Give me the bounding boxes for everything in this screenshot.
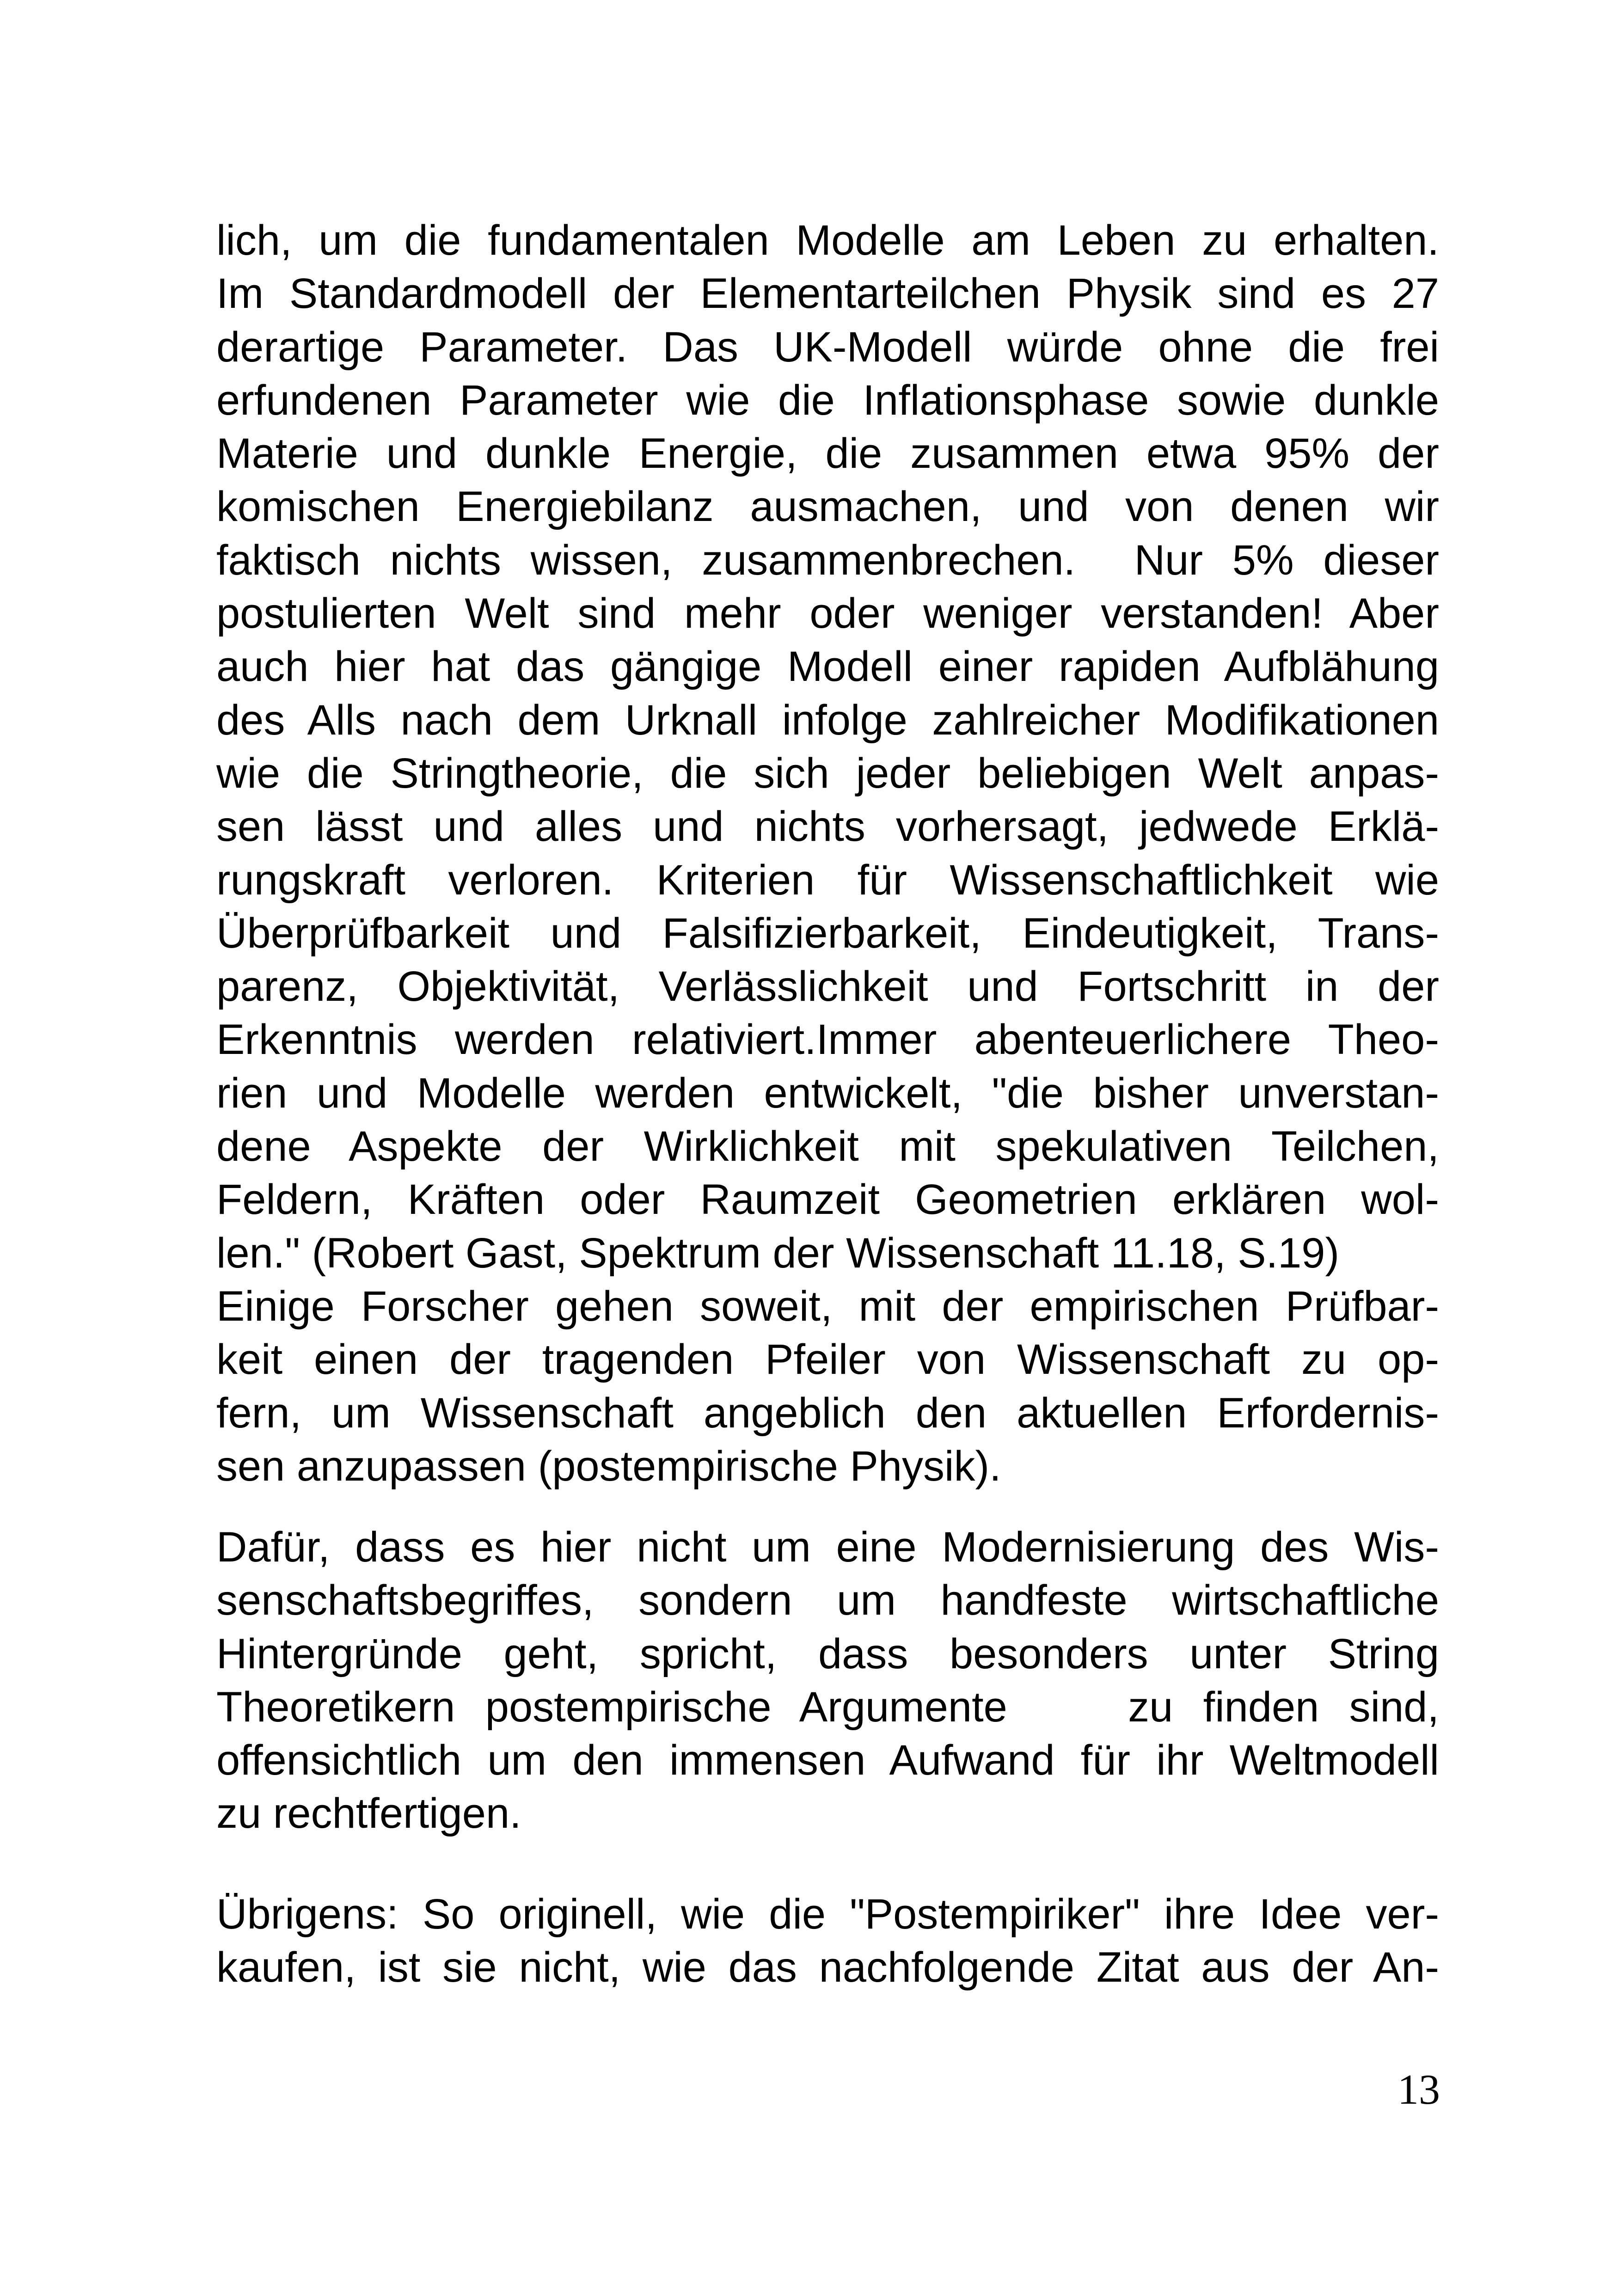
text-line: sen anzupassen (postempirische Physik). bbox=[216, 1442, 1001, 1490]
text-line: senschaftsbegriffes, sondern um handfeste wirtschaftliche bbox=[216, 1577, 1439, 1624]
text-line: len." (Robert Gast, Spektrum der Wissenschaft 11.18, S.19) bbox=[216, 1229, 1340, 1277]
text-line: Übrigens: So originell, wie die "Postempiriker" ihre Idee ver- bbox=[216, 1891, 1439, 1938]
text-line: Materie und dunkle Energie, die zusammen etwa 95% der bbox=[216, 430, 1439, 478]
text-line: zu rechtfertigen. bbox=[216, 1790, 521, 1837]
paragraph-3 bbox=[216, 1888, 1439, 1995]
text-line: faktisch nichts wissen, zusammenbrechen. Nur 5% dieser bbox=[216, 536, 1439, 584]
text-line: parenz, Objektivität, Verlässlichkeit und Fortschritt in der bbox=[216, 963, 1439, 1010]
text-line: offensichtlich um den immensen Aufwand für ihr Weltmodell bbox=[216, 1737, 1439, 1784]
text-line: keit einen der tragenden Pfeiler von Wissenschaft zu op- bbox=[216, 1336, 1439, 1384]
text-line: Erkenntnis werden relativiert.Immer abenteuerlichere Theo- bbox=[216, 1016, 1439, 1064]
text-line: lich, um die fundamentalen Modelle am Leben zu erhalten. bbox=[216, 217, 1439, 264]
paragraph-2 bbox=[216, 1521, 1439, 1841]
paragraph-1 bbox=[216, 214, 1439, 1493]
text-line: Theoretikern postempirische Argumente zu finden sind, bbox=[216, 1683, 1439, 1731]
text-line: wie die Stringtheorie, die sich jeder beliebigen Welt anpas- bbox=[216, 749, 1439, 797]
page-number: 13 bbox=[1397, 2066, 1440, 2113]
text-line: dene Aspekte der Wirklichkeit mit spekulativen Teilchen, bbox=[216, 1123, 1439, 1170]
text-line: Feldern, Kräften oder Raumzeit Geometrien erklären wol- bbox=[216, 1176, 1439, 1224]
text-line: kaufen, ist sie nicht, wie das nachfolgende Zitat aus der An- bbox=[216, 1944, 1439, 1991]
text-line: Überprüfbarkeit und Falsifizierbarkeit, Eindeutigkeit, Trans- bbox=[216, 909, 1439, 957]
text-line: fern, um Wissenschaft angeblich den aktuellen Erfordernis- bbox=[216, 1389, 1439, 1437]
text-line: auch hier hat das gängige Modell einer rapiden Aufblähung bbox=[216, 643, 1439, 691]
text-line: derartige Parameter. Das UK-Modell würde ohne die frei bbox=[216, 323, 1439, 371]
text-line: postulierten Welt sind mehr oder weniger verstanden! Aber bbox=[216, 590, 1439, 637]
text-line: des Alls nach dem Urknall infolge zahlreicher Modifikationen bbox=[216, 696, 1439, 744]
text-line: Dafür, dass es hier nicht um eine Modernisierung des Wis- bbox=[216, 1524, 1439, 1571]
text-line: Hintergründe geht, spricht, dass besonders unter String bbox=[216, 1630, 1439, 1678]
text-line: rien und Modelle werden entwickelt, "die bisher unverstan- bbox=[216, 1069, 1439, 1117]
text-line: rungskraft verloren. Kriterien für Wissenschaftlichkeit wie bbox=[216, 856, 1439, 904]
text-line: komischen Energiebilanz ausmachen, und von denen wir bbox=[216, 483, 1439, 531]
text-line: erfundenen Parameter wie die Inflationsphase sowie dunkle bbox=[216, 376, 1439, 424]
text-line: Einige Forscher gehen soweit, mit der empirischen Prüfbar- bbox=[216, 1282, 1439, 1330]
text-line: Im Standardmodell der Elementarteilchen Physik sind es 27 bbox=[216, 270, 1439, 318]
text-line: sen lässt und alles und nichts vorhersagt, jedwede Erklä- bbox=[216, 803, 1439, 851]
